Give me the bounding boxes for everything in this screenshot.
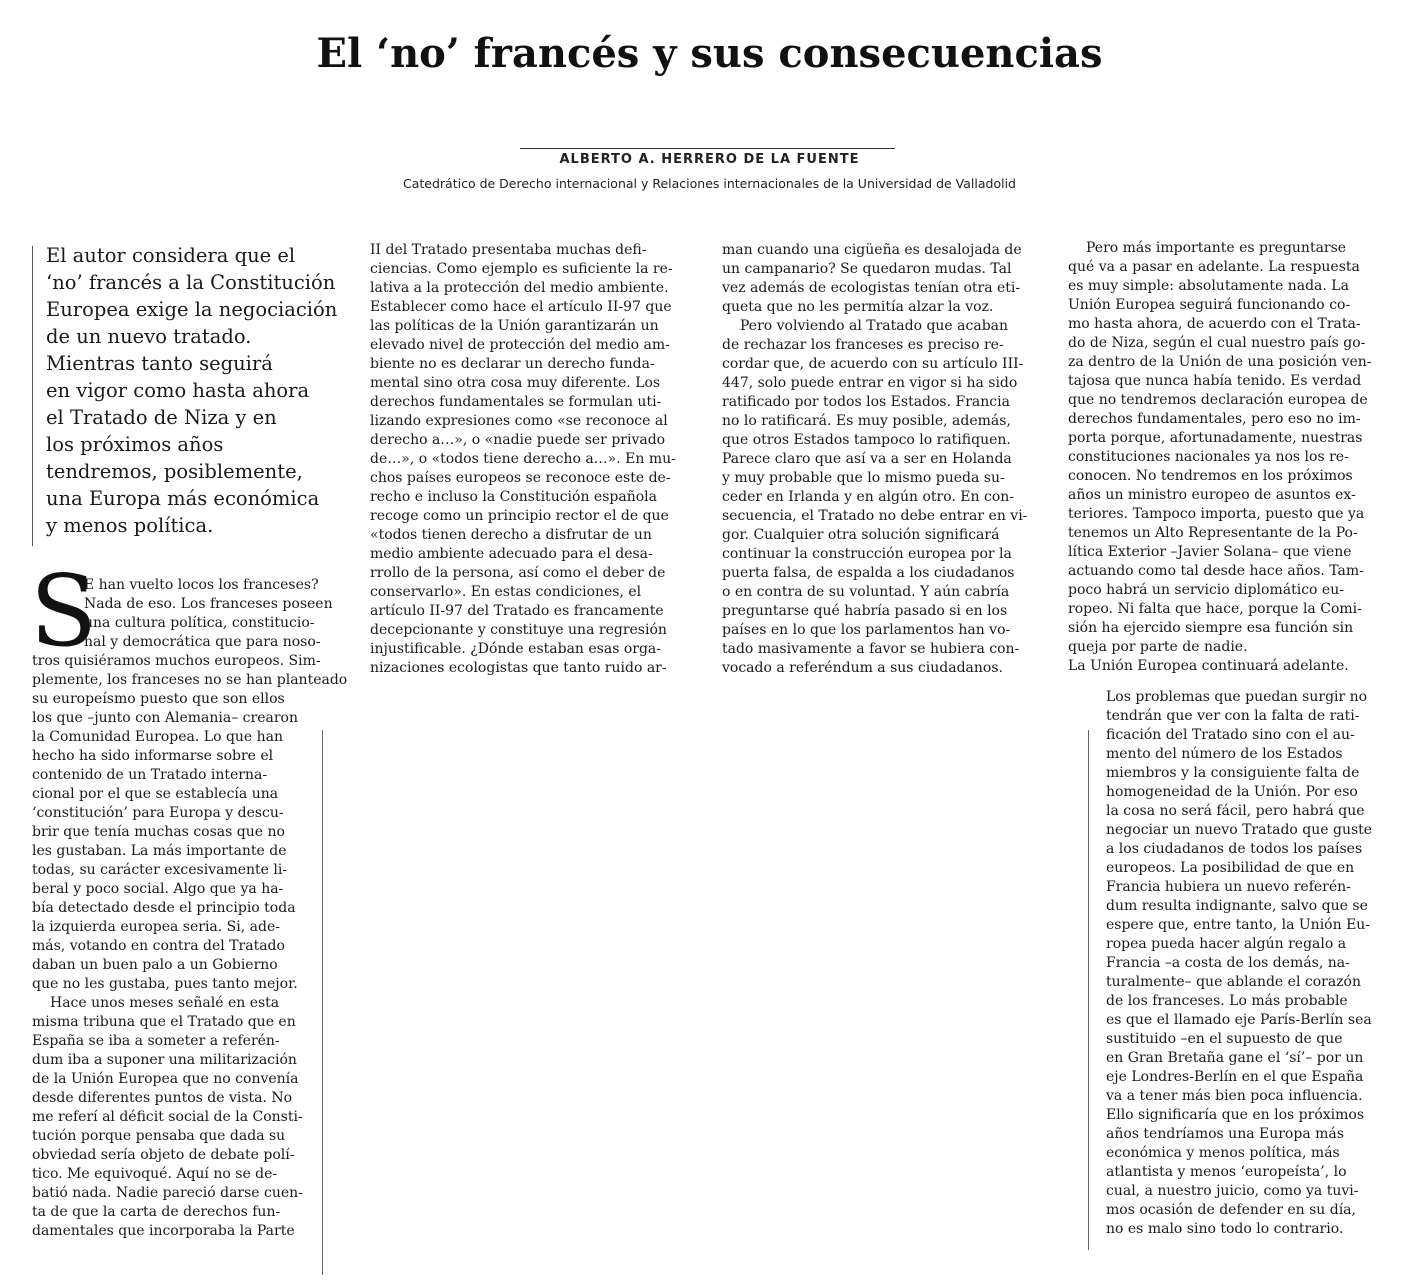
- headline: El ‘no’ francés y sus consecuencias: [316, 30, 1103, 77]
- text-line: ropea pueda hacer algún regalo a: [1106, 936, 1347, 952]
- text-line: les gustaban. La más importante de: [32, 843, 287, 859]
- text-line: derecho a…», o «nadie puede ser privado: [370, 432, 666, 448]
- column-rule: [322, 730, 323, 1275]
- text-line: cual, a nuestro juicio, como ya tuvi-: [1106, 1183, 1359, 1199]
- text-line: mental sino otra cosa muy diferente. Los: [370, 375, 661, 391]
- text-line: cordar que, de acuerdo con su artículo III-: [722, 356, 1024, 372]
- text-line: preguntarse qué habría pasado si en los: [722, 603, 1008, 619]
- text-line: a los ciudadanos de todos los países: [1106, 841, 1363, 857]
- pullquote-line: el Tratado de Niza y en: [46, 406, 277, 429]
- text-line: beral y poco social. Algo que ya ha-: [32, 881, 284, 897]
- text-line: años tendríamos una Europa más: [1106, 1126, 1344, 1142]
- column-4-continued: [1106, 688, 1390, 1239]
- text-line: nizaciones ecologistas que tanto ruido ar-: [370, 660, 667, 676]
- text-line: Pero más importante es preguntarse: [1086, 240, 1347, 256]
- text-line: cional por el que se establecía una: [32, 786, 279, 802]
- text-line: constituciones nacionales ya nos los re-: [1068, 449, 1349, 465]
- column-3: [722, 241, 1044, 678]
- text-line: injustificable. ¿Dónde estaban esas orga-: [370, 641, 661, 657]
- text-line: Francia –a costa de los demás, na-: [1106, 955, 1350, 971]
- text-line: recho e incluso la Constitución española: [370, 489, 657, 505]
- text-line: Francia hubiera un nuevo referén-: [1106, 879, 1351, 895]
- text-line: misma tribuna que el Tratado que en: [32, 1014, 296, 1030]
- text-line: La Unión Europea continuará adelante.: [1068, 658, 1349, 674]
- text-line: de la Unión Europea que no convenía: [32, 1071, 299, 1087]
- text-line: ropeo. Ni falta que hace, porque la Comi-: [1068, 601, 1362, 617]
- text-line: ‘constitución’ para Europa y descu-: [32, 805, 284, 821]
- text-line: brir que tenía muchas cosas que no: [32, 824, 285, 840]
- text-line: chos países europeos se reconoce este de-: [370, 470, 671, 486]
- text-line: Pero volviendo al Tratado que acaban: [740, 318, 1009, 334]
- text-line: o en contra de su voluntad. Y aún cabría: [722, 584, 1010, 600]
- text-line: poco habrá un servicio diplomático eu-: [1068, 582, 1344, 598]
- text-line: recoge como un principio rector el de que: [370, 508, 669, 524]
- text-line: Unión Europea seguirá funcionando co-: [1068, 297, 1351, 313]
- text-line: artículo II-97 del Tratado es francamente: [370, 603, 664, 619]
- text-line: vez además de ecologistas tenían otra eti-: [722, 280, 1021, 296]
- text-line: ficación del Tratado sino con el au-: [1106, 727, 1355, 743]
- text-line: Ello significaría que en los próximos: [1106, 1107, 1365, 1123]
- text-line: España se iba a someter a referén-: [32, 1033, 280, 1049]
- text-line: do de Niza, según el cual nuestro país go-: [1068, 335, 1366, 351]
- text-line: europeos. La posibilidad de que en: [1106, 860, 1355, 876]
- text-line: queta que no les permitía alzar la voz.: [722, 299, 994, 315]
- text-line: dum iba a suponer una militarización: [32, 1052, 297, 1068]
- text-line: daban un buen palo a un Gobierno: [32, 957, 278, 973]
- text-line: decepcionante y constituye una regresión: [370, 622, 667, 638]
- pullquote-line: Europea exige la negociación: [46, 298, 338, 321]
- text-line: económica y menos política, más: [1106, 1145, 1340, 1161]
- text-line: tajosa que nunca había tenido. Es verdad: [1068, 373, 1362, 389]
- pullquote-line: y menos política.: [46, 514, 214, 537]
- pullquote-line: una Europa más económica: [46, 487, 320, 510]
- text-line: tución porque pensaba que dada su: [32, 1128, 286, 1144]
- text-line: mo hasta ahora, de acuerdo con el Trata-: [1068, 316, 1361, 332]
- author-affiliation: Catedrático de Derecho internacional y Relaciones internacionales de la Universidad de Valladolid: [403, 176, 1016, 191]
- author-byline: ALBERTO A. HERRERO DE LA FUENTE: [559, 152, 860, 167]
- text-line: va a tener más bien poca influencia.: [1106, 1088, 1363, 1104]
- text-line: bía detectado desde el principio toda: [32, 900, 296, 916]
- text-line: derechos fundamentales, pero eso no im-: [1068, 411, 1361, 427]
- text-line: batió nada. Nadie pareció darse cuen-: [32, 1185, 303, 1201]
- text-line: tado masivamente a favor se hubiera con-: [722, 641, 1020, 657]
- text-line: de…», o «todos tiene derecho a…». En mu-: [370, 451, 676, 467]
- text-line: me referí al déficit social de la Consti-: [32, 1109, 303, 1125]
- pullquote-line: El autor considera que el: [46, 244, 296, 267]
- drop-cap: S: [30, 555, 98, 669]
- text-line: tros quisiéramos muchos europeos. Sim-: [32, 653, 321, 669]
- text-line: 447, solo puede entrar en vigor si ha sido: [722, 375, 1018, 391]
- text-line: la izquierda europea seria. Si, ade-: [32, 919, 280, 935]
- text-line: no lo ratificará. Es muy posible, además,: [722, 413, 1011, 429]
- text-line: desde diferentes puntos de vista. No: [32, 1090, 293, 1106]
- text-line: obviedad sería objeto de debate polí-: [32, 1147, 295, 1163]
- text-line: contenido de un Tratado interna-: [32, 767, 268, 783]
- text-line: una cultura política, constitucio-: [84, 615, 315, 631]
- text-line: medio ambiente adecuado para el desa-: [370, 546, 653, 562]
- text-line: atlantista y menos ‘europeísta’, lo: [1106, 1164, 1347, 1180]
- text-line: su europeísmo puesto que son ellos: [32, 691, 285, 707]
- column-4: [1068, 239, 1390, 676]
- text-line: qué va a pasar en adelante. La respuesta: [1068, 259, 1360, 275]
- text-line: es que el llamado eje París-Berlín sea: [1106, 1012, 1372, 1028]
- text-line: ceder en Irlanda y en algún otro. En con-: [722, 489, 1015, 505]
- pullquote-line: los próximos años: [46, 433, 224, 456]
- text-line: lizando expresiones como «se reconoce al: [370, 413, 668, 429]
- text-line: Establecer como hace el artículo II-97 que: [370, 299, 672, 315]
- text-line: mos ocasión de defender en su día,: [1106, 1202, 1356, 1218]
- text-line: homogeneidad de la Unión. Por eso: [1106, 784, 1358, 800]
- text-line: secuencia, el Tratado no debe entrar en vi-: [722, 508, 1028, 524]
- text-line: derechos fundamentales se formulan uti-: [370, 394, 662, 410]
- text-line: la Comunidad Europea. Lo que han: [32, 729, 284, 745]
- text-line: que otros Estados tampoco lo ratifiquen.: [722, 432, 1011, 448]
- text-line: nal y democrática que para noso-: [84, 634, 321, 650]
- text-line: no es malo sino todo lo contrario.: [1106, 1221, 1344, 1237]
- text-line: todas, su carácter excesivamente li-: [32, 862, 288, 878]
- text-line: la cosa no será fácil, pero habrá que: [1106, 803, 1365, 819]
- text-line: sión ha ejercido siempre esa función sin: [1068, 620, 1354, 636]
- pullquote: [46, 242, 346, 539]
- text-line: y muy probable que lo mismo pueda su-: [722, 470, 1005, 486]
- text-line: un campanario? Se quedaron mudas. Tal: [722, 261, 1012, 277]
- text-line: turalmente– que ablande el corazón: [1106, 974, 1362, 990]
- text-line: lativa a la protección del medio ambiente.: [370, 280, 669, 296]
- text-line: los que –junto con Alemania– crearon: [32, 710, 298, 726]
- text-line: años un ministro europeo de asuntos ex-: [1068, 487, 1356, 503]
- text-line: Parece claro que así va a ser en Holanda: [722, 451, 1012, 467]
- column-2: [370, 241, 692, 678]
- text-line: las políticas de la Unión garantizarán un: [370, 318, 659, 334]
- text-line: de los franceses. Lo más probable: [1106, 993, 1348, 1009]
- text-line: damentales que incorporaba la Parte: [32, 1223, 295, 1239]
- text-line: tenemos un Alto Representante de la Po-: [1068, 525, 1358, 541]
- text-line: espere que, entre tanto, la Unión Eu-: [1106, 917, 1371, 933]
- text-line: de rechazar los franceses es preciso re-: [722, 337, 1004, 353]
- text-line: «todos tienen derecho a disfrutar de un: [370, 527, 652, 543]
- text-line: man cuando una cigüeña es desalojada de: [722, 242, 1022, 258]
- text-line: queja por parte de nadie.: [1068, 639, 1248, 655]
- text-line: que no tendremos declaración europea de: [1068, 392, 1368, 408]
- text-line: dum resulta indignante, salvo que se: [1106, 898, 1368, 914]
- text-line: hecho ha sido informarse sobre el: [32, 748, 274, 764]
- text-line: porta porque, afortunadamente, nuestras: [1068, 430, 1363, 446]
- text-line: ratificado por todos los Estados. Francia: [722, 394, 1010, 410]
- pullquote-line: en vigor como hasta ahora: [46, 379, 310, 402]
- text-line: lítica Exterior –Javier Solana– que viene: [1068, 544, 1352, 560]
- text-line: en Gran Bretaña gane el ‘sí’– por un: [1106, 1050, 1364, 1066]
- text-line: Los problemas que puedan surgir no: [1106, 689, 1368, 705]
- text-line: conocen. No tendremos en los próximos: [1068, 468, 1353, 484]
- text-line: negociar un nuevo Tratado que guste: [1106, 822, 1373, 838]
- text-line: actuando como tal desde hace años. Tam-: [1068, 563, 1364, 579]
- text-line: mento del número de los Estados: [1106, 746, 1343, 762]
- text-line: plemente, los franceses no se han planteado: [32, 672, 348, 688]
- text-line: continuar la construcción europea por la: [722, 546, 1012, 562]
- pullquote-rule: [32, 246, 33, 546]
- text-line: tico. Me equivoqué. Aquí no se de-: [32, 1166, 278, 1182]
- text-line: eje Londres-Berlín en el que España: [1106, 1069, 1364, 1085]
- text-line: E han vuelto locos los franceses?: [84, 577, 319, 593]
- text-line: II del Tratado presentaba muchas defi-: [370, 242, 647, 258]
- text-line: sustituido –en el supuesto de que: [1106, 1031, 1343, 1047]
- text-line: biente no es declarar un derecho funda-: [370, 356, 655, 372]
- column-rule: [1088, 730, 1089, 1250]
- text-line: Hace unos meses señalé en esta: [50, 995, 280, 1011]
- text-line: ciencias. Como ejemplo es suficiente la re-: [370, 261, 673, 277]
- text-line: puerta falsa, de espalda a los ciudadanos: [722, 565, 1015, 581]
- text-line: miembros y la consiguiente falta de: [1106, 765, 1360, 781]
- text-line: gor. Cualquier otra solución significará: [722, 527, 1000, 543]
- pullquote-line: de un nuevo tratado.: [46, 325, 252, 348]
- text-line: Nada de eso. Los franceses poseen: [84, 596, 333, 612]
- column-1: [32, 576, 348, 1241]
- text-line: tendrán que ver con la falta de rati-: [1106, 708, 1360, 724]
- text-line: que no les gustaba, pues tanto mejor.: [32, 976, 298, 992]
- text-line: es muy simple: absolutamente nada. La: [1068, 278, 1349, 294]
- pullquote-line: Mientras tanto seguirá: [46, 352, 273, 375]
- byline-rule: [520, 148, 895, 149]
- text-line: za dentro de la Unión de una posición ven-: [1068, 354, 1372, 370]
- text-line: teriores. Tampoco importa, puesto que ya: [1068, 506, 1365, 522]
- pullquote-line: tendremos, posiblemente,: [46, 460, 303, 483]
- text-line: rrollo de la persona, así como el deber de: [370, 565, 666, 581]
- text-line: ta de que la carta de derechos fun-: [32, 1204, 281, 1220]
- text-line: conservarlo». En estas condiciones, el: [370, 584, 642, 600]
- text-line: más, votando en contra del Tratado: [32, 938, 285, 954]
- pullquote-line: ‘no’ francés a la Constitución: [46, 271, 336, 294]
- text-line: elevado nivel de protección del medio am-: [370, 337, 670, 353]
- text-line: países en lo que los parlamentos han vo-: [722, 622, 1011, 638]
- text-line: vocado a referéndum a sus ciudadanos.: [722, 660, 1003, 676]
